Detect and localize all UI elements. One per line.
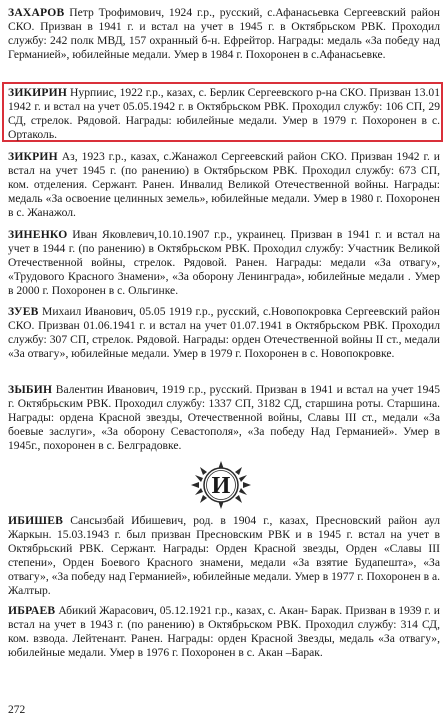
entry-text: Петр Трофимович, 1924 г.р., русский, с.Афанасьевка Сергеевский район СКО. Призван в 1941 г. и встал на учет в 1945 г. в Октябрьском РВК. Проходил службу: 242 полк МВД, 157 охранный б-н. Ефрейтор. Награды: медаль «За победу над Германией», юбилейные медали. Умер в 1984 г. Похоронен в с.Афанасьевке. xyxy=(8,6,440,61)
entry-text: Сансызбай Ибишевич, род. в 1904 г., казах, Пресновский район аул Жаркын. 15.03.1943 г. был призван Пресновским РВК и в 1945 г. встал на учет в Октябрьский РВК. Сержант. Награды: Орден Красной звезды, Орден «Славы III степени», Орден Боевого Красного знамени, медали «За взятие Будапешта», «За отвагу», «За победу над Германией», юбилейные медали. Умер в 1977 г. Похоронен в а. Жалтыр. xyxy=(8,514,440,597)
page-number: 272 xyxy=(8,704,26,716)
entry-surname: ЗИКИРИН xyxy=(8,86,68,99)
entry-text: Абикий Жарасович, 05.12.1921 г.р., казах, с. Акан- Барак. Призван в 1939 г. и встал на учет в 1943 г. (по ранению) в Октябрьском РВК. Проходил службу: 314 СД, ком. взвода. Лейтенант. Ранен. Награды: орден Красной Звезды, медаль «За отвагу», юбилейные медали. Умер в 1976 г. Похоронен в с. Акан –Барак. xyxy=(8,604,440,659)
entry-surname: ИБИШЕВ xyxy=(8,514,64,527)
entry-zinenko xyxy=(8,228,440,298)
entry-ibraev xyxy=(8,604,440,660)
section-letter-badge xyxy=(191,461,251,509)
entry-zikrin xyxy=(8,150,440,220)
entry-zuev xyxy=(8,305,440,361)
entry-text: Валентин Иванович, 1919 г.р., русский. Призван в 1941 и встал на учет 1945 г. Октябрьским РВК. Проходил службу: 1337 СП, 3182 СД, старшина роты. Старшина. Награды: ордена Красной звезды, Отечественной войны, Славы III ст., медали «За боевые заслуги», «За оборону Севастополя», «За победу Над Германией». Умер в 1945г., похоронен в с. Белградовке. xyxy=(8,383,440,452)
entry-text: Аз, 1923 г.р., казах, с.Жанажол Сергеевский район СКО. Призван 1942 г. и встал на учет 1945 г. (по ранению) в Октябрьском РВК. Проходил службу: 673 СП, ком. отделения. Сержант. Ранен. Инвалид Великой Отечественной войны. Награды: медаль «За освоение целинных земель», юбилейные медали. Умер в 1980 г. Похоронен в с. Жанажол. xyxy=(8,150,440,219)
entry-ibishev xyxy=(8,514,440,597)
entry-zikirin xyxy=(8,86,440,142)
section-letter: И xyxy=(211,473,231,499)
entry-surname: ЗАХАРОВ xyxy=(8,6,65,19)
entry-surname: ЗИНЕНКО xyxy=(8,228,68,241)
entry-text: Иван Яковлевич,10.10.1907 г.р., украинец. Призван в 1941 г. и встал на учет в 1944 г. (по ранению) в Октябрьском РВК. Проходил службу: Участник Великой Отечественной войны, стрелок. Рядовой. Ранен. Награды: медали «За отвагу», «Трудового Красного Знамени», «За оборону Ленинграда», юбилейные медали . Умер в 2000 г. Похоронен в с. Ольгинке. xyxy=(8,228,440,297)
entry-zybin xyxy=(8,383,440,453)
entry-zakharov xyxy=(8,6,440,62)
entry-surname: ЗИКРИН xyxy=(8,150,58,163)
entry-surname: ЗУЕВ xyxy=(8,305,39,318)
entry-surname: ЗЫБИН xyxy=(8,383,53,396)
entry-surname: ИБРАЕВ xyxy=(8,604,56,617)
entry-text: Нурпиис, 1922 г.р., казах, с. Берлик Сергеевского р-на СКО. Призван 13.01 1942 г. и встал на учет 05.05.1942 г. в Октябрьском РВК. Проходил службу: 106 СП, 29 СД, стрелок. Рядовой. Награды: юбилейные медали. Умер в 1979 г. Похоронен в с. Ортаколь. xyxy=(8,86,440,141)
entry-text: Михаил Иванович, 05.05 1919 г.р., русский, с.Новопокровка Сергеевский район СКО. Призван 01.06.1941 г. и встал на учет 01.07.1941 в Октябрьском РВК. Проходил службу: 307 СП, стрелок. Рядовой. Награды: орден Отечественной войны II ст., медали «За отвагу», юбилейные медали. Умер в 1979 г. Похоронен в с. Новопокровке. xyxy=(8,305,440,360)
